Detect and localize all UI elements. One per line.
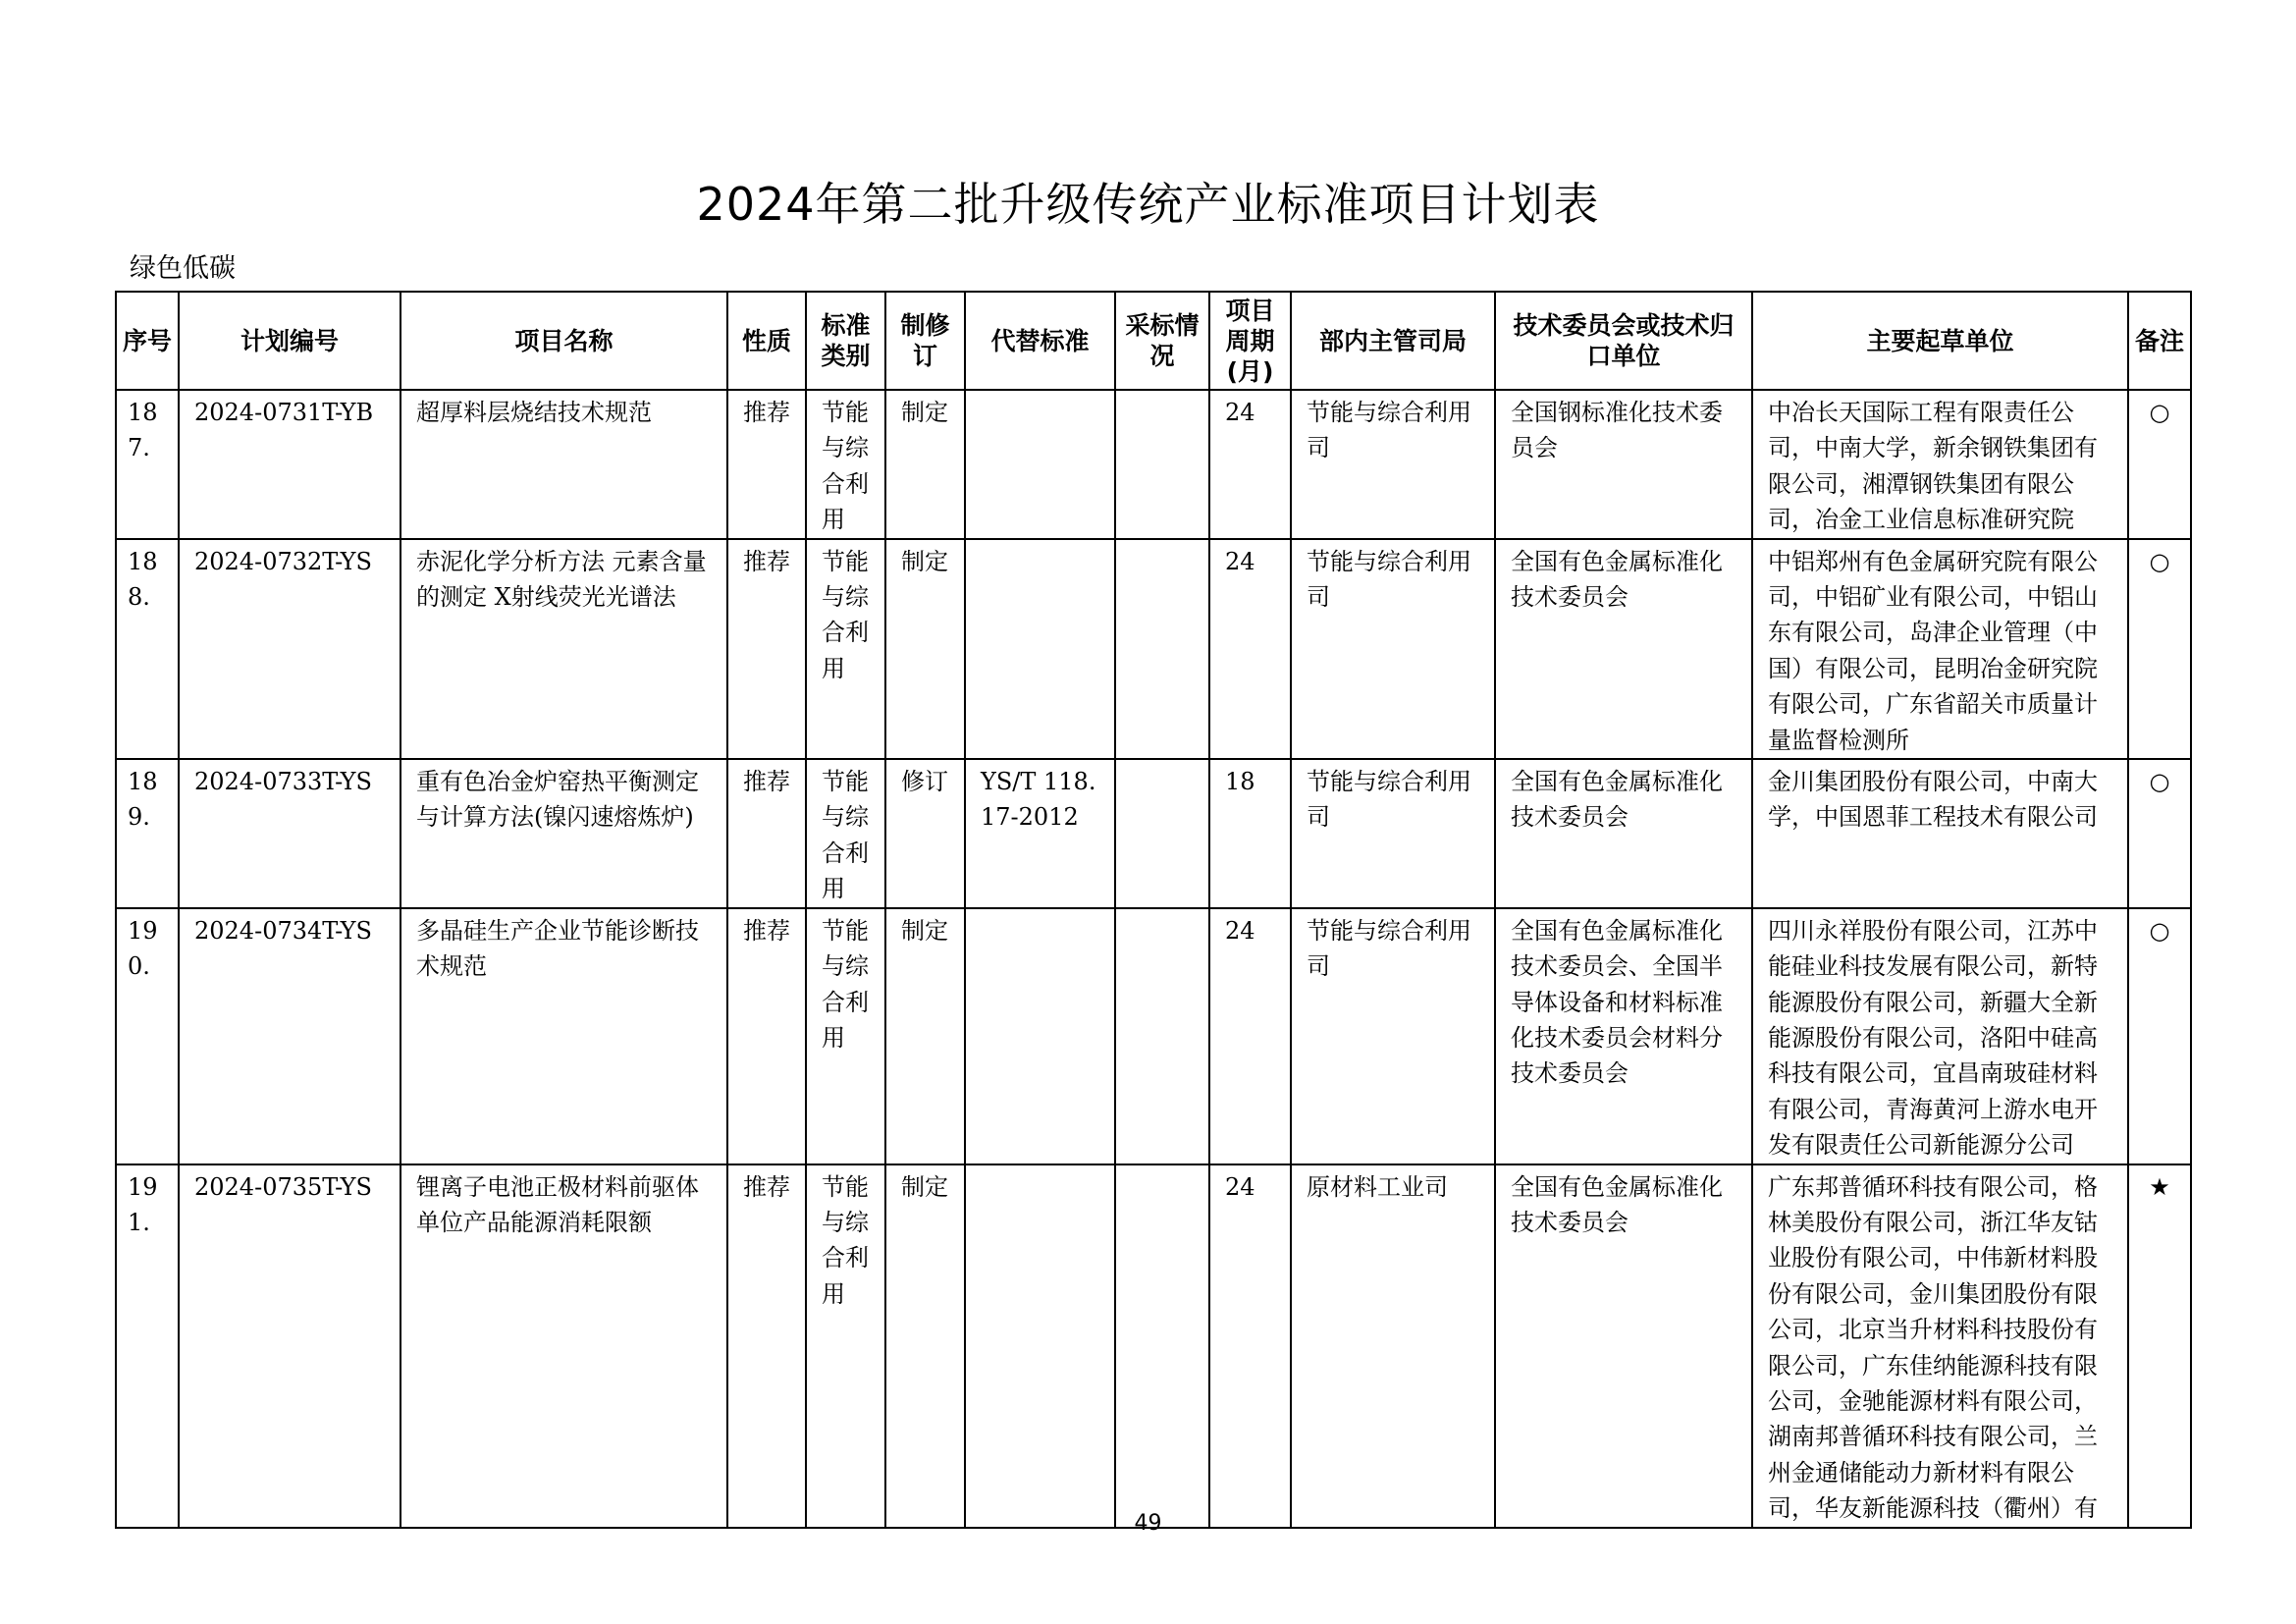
standards-plan-table (115, 291, 2192, 1529)
cell-category: 节能与综合利用 (806, 908, 885, 1164)
cell-replace: YS/T 118.17-2012 (965, 759, 1115, 908)
cell-committee: 全国有色金属标准化技术委员会 (1495, 539, 1752, 759)
table-header-row (116, 292, 2191, 390)
cell-nature: 推荐 (727, 390, 806, 539)
header-committee: 技术委员会或技术归口单位 (1495, 292, 1752, 390)
header-cycle: 项目周期(月) (1209, 292, 1291, 390)
header-category: 标准类别 (806, 292, 885, 390)
cell-replace (965, 390, 1115, 539)
table-row (116, 390, 2191, 539)
cell-replace (965, 539, 1115, 759)
cell-cycle: 24 (1209, 390, 1291, 539)
cell-nature: 推荐 (727, 759, 806, 908)
cell-revise: 制定 (885, 1164, 965, 1528)
cell-category: 节能与综合利用 (806, 759, 885, 908)
cell-remark: ○ (2128, 908, 2191, 1164)
cell-name: 超厚料层烧结技术规范 (400, 390, 727, 539)
cell-drafters: 广东邦普循环科技有限公司，格林美股份有限公司，浙江华友钴业股份有限公司，中伟新材料股份有限公司，金川集团股份有限公司，北京当升材料科技股份有限公司，广东佳纳能源科技有限公司，金驰能源材料有限公司，湖南邦普循环科技有限公司，兰州金通储能动力新材料有限公司，华友新能源科技（衢州）有 (1752, 1164, 2128, 1528)
cell-cycle: 24 (1209, 908, 1291, 1164)
cell-plan-no: 2024-0735T-YS (179, 1164, 400, 1528)
cell-seq: 188. (116, 539, 179, 759)
table-row (116, 759, 2191, 908)
header-drafters: 主要起草单位 (1752, 292, 2128, 390)
cell-nature: 推荐 (727, 908, 806, 1164)
cell-plan-no: 2024-0732T-YS (179, 539, 400, 759)
cell-remark: ○ (2128, 759, 2191, 908)
cell-adopt (1115, 759, 1209, 908)
cell-seq: 187. (116, 390, 179, 539)
section-label: 绿色低碳 (130, 253, 236, 284)
cell-revise: 制定 (885, 908, 965, 1164)
cell-committee: 全国有色金属标准化技术委员会 (1495, 1164, 1752, 1528)
cell-revise: 修订 (885, 759, 965, 908)
cell-cycle: 24 (1209, 539, 1291, 759)
cell-plan-no: 2024-0734T-YS (179, 908, 400, 1164)
cell-committee: 全国有色金属标准化技术委员会、全国半导体设备和材料标准化技术委员会材料分技术委员会 (1495, 908, 1752, 1164)
table-row (116, 539, 2191, 759)
cell-nature: 推荐 (727, 1164, 806, 1528)
cell-category: 节能与综合利用 (806, 1164, 885, 1528)
cell-category: 节能与综合利用 (806, 539, 885, 759)
header-replace: 代替标准 (965, 292, 1115, 390)
cell-replace (965, 908, 1115, 1164)
cell-adopt (1115, 908, 1209, 1164)
cell-replace (965, 1164, 1115, 1528)
cell-seq: 189. (116, 759, 179, 908)
header-adopt: 采标情况 (1115, 292, 1209, 390)
header-remark: 备注 (2128, 292, 2191, 390)
cell-plan-no: 2024-0733T-YS (179, 759, 400, 908)
cell-drafters: 中冶长天国际工程有限责任公司，中南大学，新余钢铁集团有限公司，湘潭钢铁集团有限公司，冶金工业信息标准研究院 (1752, 390, 2128, 539)
cell-dept: 节能与综合利用司 (1291, 390, 1495, 539)
cell-seq: 190. (116, 908, 179, 1164)
cell-drafters: 中铝郑州有色金属研究院有限公司，中铝矿业有限公司，中铝山东有限公司，岛津企业管理（中国）有限公司，昆明冶金研究院有限公司，广东省韶关市质量计量监督检测所 (1752, 539, 2128, 759)
header-plan-no: 计划编号 (179, 292, 400, 390)
cell-remark: ○ (2128, 390, 2191, 539)
cell-name: 重有色冶金炉窑热平衡测定与计算方法(镍闪速熔炼炉) (400, 759, 727, 908)
header-name: 项目名称 (400, 292, 727, 390)
header-dept: 部内主管司局 (1291, 292, 1495, 390)
header-nature: 性质 (727, 292, 806, 390)
cell-category: 节能与综合利用 (806, 390, 885, 539)
page-number: 49 (1134, 1511, 1162, 1536)
cell-dept: 节能与综合利用司 (1291, 539, 1495, 759)
cell-name: 多晶硅生产企业节能诊断技术规范 (400, 908, 727, 1164)
cell-name: 赤泥化学分析方法 元素含量的测定 X射线荧光光谱法 (400, 539, 727, 759)
cell-dept: 节能与综合利用司 (1291, 908, 1495, 1164)
cell-committee: 全国有色金属标准化技术委员会 (1495, 759, 1752, 908)
cell-plan-no: 2024-0731T-YB (179, 390, 400, 539)
cell-cycle: 18 (1209, 759, 1291, 908)
cell-revise: 制定 (885, 539, 965, 759)
cell-drafters: 四川永祥股份有限公司，江苏中能硅业科技发展有限公司，新特能源股份有限公司，新疆大全新能源股份有限公司，洛阳中硅高科技有限公司，宜昌南玻硅材料有限公司，青海黄河上游水电开发有限责任公司新能源分公司 (1752, 908, 2128, 1164)
cell-dept: 节能与综合利用司 (1291, 759, 1495, 908)
table-row (116, 1164, 2191, 1528)
cell-name: 锂离子电池正极材料前驱体单位产品能源消耗限额 (400, 1164, 727, 1528)
cell-remark: ○ (2128, 539, 2191, 759)
cell-drafters: 金川集团股份有限公司，中南大学，中国恩菲工程技术有限公司 (1752, 759, 2128, 908)
table-row (116, 908, 2191, 1164)
cell-committee: 全国钢标准化技术委员会 (1495, 390, 1752, 539)
header-revise: 制修订 (885, 292, 965, 390)
cell-revise: 制定 (885, 390, 965, 539)
cell-cycle: 24 (1209, 1164, 1291, 1528)
header-seq: 序号 (116, 292, 179, 390)
cell-remark: ★ (2128, 1164, 2191, 1528)
cell-adopt (1115, 539, 1209, 759)
cell-adopt (1115, 1164, 1209, 1528)
cell-dept: 原材料工业司 (1291, 1164, 1495, 1528)
cell-nature: 推荐 (727, 539, 806, 759)
cell-adopt (1115, 390, 1209, 539)
cell-seq: 191. (116, 1164, 179, 1528)
page-title: 2024年第二批升级传统产业标准项目计划表 (696, 178, 1600, 231)
